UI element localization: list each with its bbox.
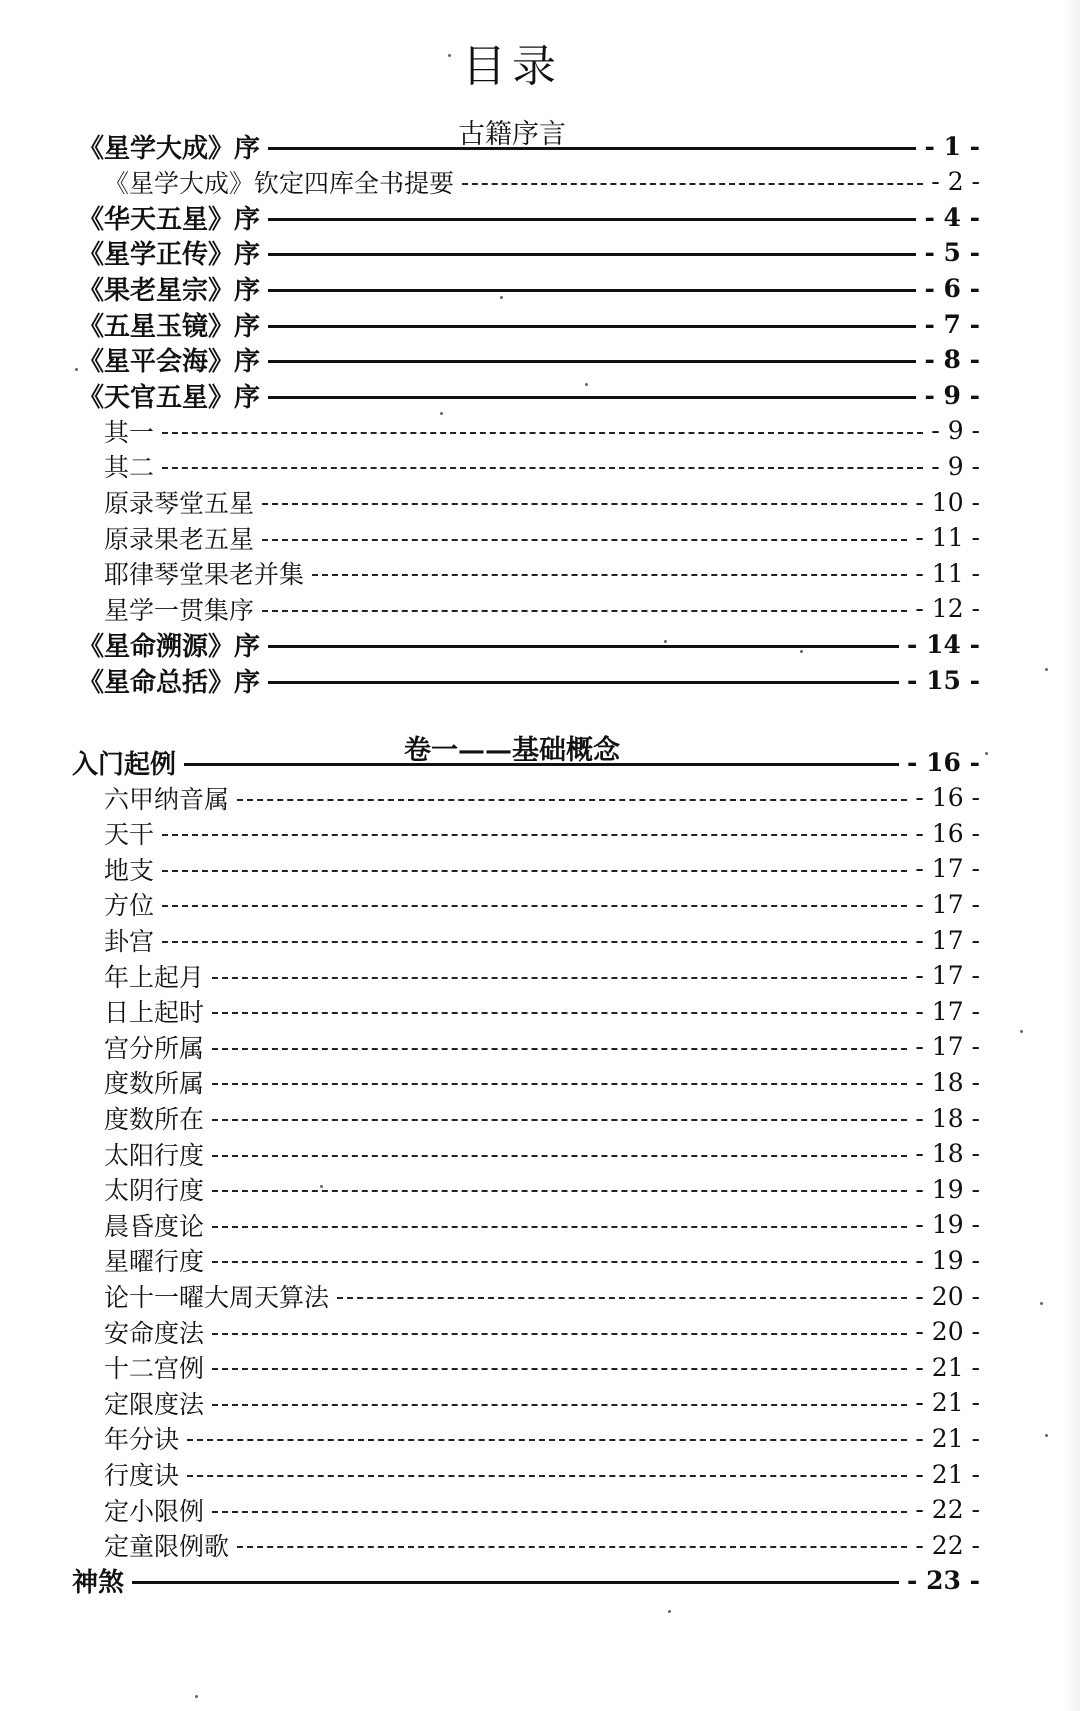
toc-entry[interactable] [104,1492,980,1528]
toc-page-number: - 23 - [907,1566,980,1596]
dot-leader [162,941,907,943]
scan-speck [75,368,78,371]
toc-page-number: - 21 - [915,1423,980,1453]
toc-entry[interactable] [78,626,980,662]
toc-entry-label: 《星学正传》序 [78,240,261,271]
toc-entry-label: 日上起时 [104,998,205,1028]
scan-speck [664,640,667,643]
dot-leader [162,432,923,434]
dot-leader [212,1083,907,1085]
toc-page-number: - 17 - [915,961,980,991]
toc-entry[interactable] [104,1314,980,1350]
toc-page-number: - 16 - [907,747,980,777]
toc-entry[interactable] [104,1242,980,1278]
toc-page-number: - 18 - [915,1139,980,1169]
dot-leader [212,1333,907,1335]
toc-entry-label: 《天官五星》序 [78,382,261,413]
toc-page-number: - 19 - [915,1210,980,1240]
dot-leader [337,1297,907,1299]
toc-entry[interactable] [104,886,980,922]
scan-speck [1020,1030,1023,1033]
toc-entry-label: 《星平会海》序 [78,347,261,378]
dot-leader [212,1119,907,1121]
dot-leader [462,183,923,185]
dot-leader [187,1475,907,1477]
toc-entry[interactable] [104,484,980,520]
dot-leader [268,253,916,256]
toc-entry[interactable] [104,815,980,851]
toc-entry[interactable] [104,520,980,556]
toc-entry[interactable] [104,555,980,591]
toc-entry-label: 其二 [104,453,155,483]
toc-entry[interactable] [104,1385,980,1421]
toc-entry[interactable] [78,128,980,164]
page-edge-shadow [1062,0,1080,1711]
toc-page-number: - 17 - [915,889,980,919]
toc-entry-label: 星学一贯集序 [104,595,255,625]
dot-leader [212,1155,907,1157]
dot-leader [187,1439,907,1441]
toc-page-number: - 17 - [915,1032,980,1062]
toc-entry-label: 其一 [104,417,155,447]
toc-page-number: - 21 - [915,1352,980,1382]
toc-page-number: - 9 - [931,451,980,481]
section-heading: 卷一——基础概念 [404,735,620,766]
toc-page-number: - 22 - [915,1530,980,1560]
toc-page-number: - 10 - [915,487,980,517]
toc-entry-label: 安命度法 [104,1318,205,1348]
toc-entry-label: 太阴行度 [104,1176,205,1206]
scan-speck [440,412,443,415]
toc-page-number: - 16 - [915,818,980,848]
toc-entry-label: 原录琴堂五星 [104,489,255,518]
dot-leader [237,799,907,801]
toc-entry-label: 方位 [104,891,155,921]
toc-entry-label: 耶律琴堂果老并集 [104,560,305,590]
toc-page-number: - 18 - [915,1067,980,1097]
toc-page-number: - 5 - [924,238,980,268]
scan-speck [668,1610,671,1613]
dot-leader [268,360,916,363]
scan-speck [448,54,451,57]
toc-entry-label: 太阳行度 [104,1140,205,1170]
dot-leader [162,834,907,836]
dot-leader [262,539,907,541]
dot-leader [268,218,916,221]
dot-leader [268,325,916,328]
dot-leader [212,1511,907,1513]
toc-entry-label: 《星命总括》序 [78,667,261,698]
toc-page-number: - 4 - [924,202,980,232]
toc-page-number: - 21 - [915,1459,980,1489]
toc-entry-label: 六甲纳音属 [104,784,230,814]
toc-entry-label: 年上起月 [104,962,205,992]
dot-leader [212,1368,907,1370]
dot-leader [212,977,907,979]
toc-entry[interactable] [78,270,980,306]
scan-speck [985,752,988,755]
toc-entry-label: 《星命溯源》序 [78,631,261,662]
toc-entry[interactable] [104,413,980,449]
toc-entry-label: 天干 [104,820,155,850]
dot-leader [162,467,923,469]
toc-entry[interactable] [104,1420,980,1456]
dot-leader [262,610,907,612]
toc-page-number: - 12 - [915,594,980,624]
toc-entry[interactable] [104,1207,980,1243]
toc-entry-label: 行度诀 [104,1461,180,1490]
toc-entry[interactable] [104,164,980,200]
toc-entry[interactable] [104,1171,980,1207]
toc-page-number: - 2 - [931,167,980,197]
dot-leader [212,1261,907,1263]
toc-entry[interactable] [104,1136,980,1172]
dot-leader [212,1048,907,1050]
toc-page-number: - 14 - [907,629,980,659]
toc-entry-label: 定限度法 [104,1389,205,1419]
toc-entry[interactable] [78,235,980,271]
toc-entry-label: 度数所在 [104,1105,205,1134]
toc-entry[interactable] [104,993,980,1029]
dot-leader [268,289,916,292]
scan-speck [195,1695,198,1698]
dot-leader [162,870,907,872]
toc-entry[interactable] [104,1029,980,1065]
toc-entry[interactable] [104,1064,980,1100]
toc-entry[interactable] [104,448,980,484]
toc-page-number: - 19 - [915,1245,980,1275]
scan-speck [1045,668,1048,671]
dot-leader [268,396,916,399]
dot-leader [312,574,907,576]
dot-leader [237,1546,907,1548]
scan-speck [1040,1302,1043,1305]
toc-entry-label: 神煞 [72,1568,125,1599]
dot-leader [162,905,907,907]
toc-entry-label: 卦宫 [104,927,155,956]
toc-entry[interactable] [104,922,980,958]
toc-entry-label: 年分诀 [104,1425,180,1455]
toc-entry[interactable] [104,851,980,887]
toc-page-number: - 7 - [924,309,980,339]
toc-page-number: - 11 - [915,523,980,553]
toc-entry-label: 《星学大成》序 [78,133,261,164]
scan-speck [320,1185,323,1188]
toc-page-number: - 17 - [915,996,980,1026]
dot-leader [212,1190,907,1192]
toc-entry-label: 宫分所属 [104,1033,205,1063]
toc-entry-label: 《五星玉镜》序 [78,311,261,342]
dot-leader [268,147,916,150]
toc-entry[interactable] [104,1278,980,1314]
toc-entry[interactable] [104,1527,980,1563]
toc-entry[interactable] [104,1349,980,1385]
dot-leader [184,763,899,766]
toc-page-number: - 17 - [915,925,980,955]
section-heading: 古籍序言 [458,119,566,150]
toc-entry-label: 十二宫例 [104,1354,205,1384]
toc-entry[interactable] [78,199,980,235]
toc-page-number: - 16 - [915,783,980,813]
scan-speck [585,383,588,386]
toc-entry[interactable] [72,1563,980,1599]
toc-entry[interactable] [104,1456,980,1492]
page-title: 目录 [462,41,562,92]
toc-entry[interactable] [72,744,980,780]
toc-entry[interactable] [78,306,980,342]
toc-entry[interactable] [104,958,980,994]
dot-leader [212,1404,907,1406]
toc-entry[interactable] [104,780,980,816]
toc-page-number: - 17 - [915,854,980,884]
toc-entry[interactable] [104,591,980,627]
toc-page-number: - 19 - [915,1174,980,1204]
toc-page-number: - 18 - [915,1103,980,1133]
toc-entry-label: 定小限例 [104,1496,205,1526]
toc-entry[interactable] [78,342,980,378]
toc-entry-label: 星曜行度 [104,1247,205,1277]
toc-page-number: - 11 - [915,558,980,588]
scan-speck [1045,1434,1048,1437]
toc-entry-label: 晨昏度论 [104,1211,205,1241]
toc-entry-label: 定童限例歌 [104,1532,230,1562]
dot-leader [262,503,907,505]
dot-leader [132,1581,899,1584]
toc-entry-label: 《华天五星》序 [78,204,261,235]
dot-leader [268,681,899,684]
toc-page-number: - 1 - [924,131,980,161]
toc-entry-label: 入门起例 [72,749,177,780]
toc-page-number: - 22 - [915,1495,980,1525]
dot-leader [212,1226,907,1228]
toc-page-number: - 9 - [931,416,980,446]
toc-entry[interactable] [78,377,980,413]
toc-page-number: - 21 - [915,1388,980,1418]
scan-speck [500,296,503,299]
toc-page-number: - 8 - [924,345,980,375]
toc-entry-label: 度数所属 [104,1069,205,1099]
dot-leader [212,1012,907,1014]
dot-leader [268,645,899,648]
toc-entry[interactable] [104,1100,980,1136]
toc-page-number: - 9 - [924,380,980,410]
toc-entry-label: 地支 [104,855,155,885]
toc-entry-label: 原录果老五星 [104,524,255,554]
toc-page-number: - 6 - [924,273,980,303]
toc-entry-label: 《星学大成》钦定四库全书提要 [104,168,455,198]
toc-entry[interactable] [78,662,980,698]
toc-entry-label: 《果老星宗》序 [78,275,261,306]
toc-page-number: - 15 - [907,665,980,695]
toc-page-number: - 20 - [915,1281,980,1311]
scan-speck [800,650,803,653]
toc-page-number: - 20 - [915,1317,980,1347]
toc-entry-label: 论十一曜大周天算法 [104,1283,330,1312]
